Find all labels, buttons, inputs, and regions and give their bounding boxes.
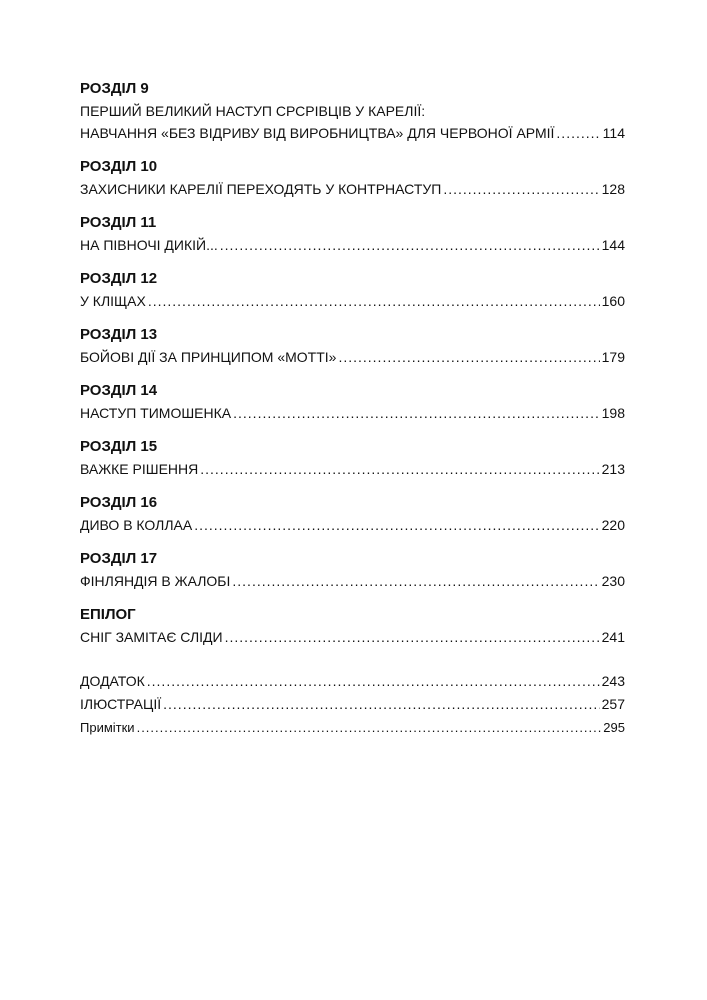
dot-leader xyxy=(148,290,600,312)
toc-section-chapter-13 xyxy=(80,324,625,368)
chapter-title-line: ПЕРШИЙ ВЕЛИКИЙ НАСТУП СРСРІВЦІВ У КАРЕЛІЇ: xyxy=(80,103,426,119)
toc-entry[interactable] xyxy=(80,122,625,144)
dot-leader xyxy=(233,402,600,424)
toc-section-chapter-16 xyxy=(80,492,625,536)
page-number: 114 xyxy=(602,125,625,141)
toc-entry[interactable] xyxy=(80,570,625,592)
toc-entry[interactable] xyxy=(80,290,625,312)
toc-entry-appendix[interactable] xyxy=(80,670,625,693)
chapter-title: У КЛІЩАХ xyxy=(80,293,146,309)
page-number: 257 xyxy=(601,696,625,712)
toc-entry[interactable] xyxy=(80,234,625,256)
page-number: 144 xyxy=(601,237,625,253)
dot-leader xyxy=(232,570,599,592)
toc-entry[interactable] xyxy=(80,626,625,648)
toc-section-chapter-11 xyxy=(80,212,625,256)
chapter-heading: РОЗДІЛ 9 xyxy=(80,80,149,97)
page-number: 213 xyxy=(601,461,625,477)
toc-entry[interactable] xyxy=(80,346,625,368)
dot-leader xyxy=(556,122,600,144)
toc-section-epilogue xyxy=(80,604,625,648)
dot-leader xyxy=(338,346,599,368)
chapter-heading: ЕПІЛОГ xyxy=(80,606,136,623)
chapter-title: НАВЧАННЯ «БЕЗ ВІДРИВУ ВІД ВИРОБНИЦТВА» ДЛЯ ЧЕРВОНОЇ АРМІЇ xyxy=(80,125,555,141)
page-number: 220 xyxy=(601,517,625,533)
page-number: 295 xyxy=(603,720,625,735)
toc-section-chapter-9 xyxy=(80,78,625,144)
dot-leader xyxy=(147,670,600,693)
toc-appendix-group xyxy=(80,670,625,739)
page-number: 128 xyxy=(601,181,625,197)
toc-section-chapter-12 xyxy=(80,268,625,312)
toc-entry-notes[interactable] xyxy=(80,716,625,739)
chapter-title: ВАЖКЕ РІШЕННЯ xyxy=(80,461,199,477)
chapter-heading: РОЗДІЛ 13 xyxy=(80,326,158,343)
dot-leader xyxy=(225,626,600,648)
chapter-title: БОЙОВІ ДІЇ ЗА ПРИНЦИПОМ «МОТТІ» xyxy=(80,349,337,365)
chapter-heading: РОЗДІЛ 11 xyxy=(80,214,157,231)
dot-leader xyxy=(163,693,600,716)
chapter-title: НАСТУП ТИМОШЕНКА xyxy=(80,405,232,421)
chapter-heading: РОЗДІЛ 10 xyxy=(80,158,158,175)
toc-entry-illustrations[interactable] xyxy=(80,693,625,716)
chapter-title: НА ПІВНОЧІ ДИКІЙ... xyxy=(80,237,218,253)
chapter-heading: РОЗДІЛ 14 xyxy=(80,382,158,399)
dot-leader xyxy=(137,716,602,739)
page-number: 243 xyxy=(601,673,625,689)
toc-entry[interactable] xyxy=(80,178,625,200)
chapter-title: ФІНЛЯНДІЯ В ЖАЛОБІ xyxy=(80,573,231,589)
illustrations-title: ІЛЮСТРАЦІЇ xyxy=(80,696,162,712)
toc-section-chapter-10 xyxy=(80,156,625,200)
page-number: 179 xyxy=(601,349,625,365)
toc-section-chapter-14 xyxy=(80,380,625,424)
chapter-title: СНІГ ЗАМІТАЄ СЛІДИ xyxy=(80,629,223,645)
chapter-heading: РОЗДІЛ 12 xyxy=(80,270,158,287)
page-number: 230 xyxy=(601,573,625,589)
dot-leader xyxy=(194,514,599,536)
page-number: 160 xyxy=(601,293,625,309)
table-of-contents xyxy=(80,78,625,739)
dot-leader xyxy=(443,178,599,200)
appendix-title: ДОДАТОК xyxy=(80,673,145,689)
toc-entry[interactable] xyxy=(80,402,625,424)
dot-leader xyxy=(200,458,599,480)
page-number: 198 xyxy=(601,405,625,421)
chapter-title: ЗАХИСНИКИ КАРЕЛІЇ ПЕРЕХОДЯТЬ У КОНТРНАСТУП xyxy=(80,181,442,197)
toc-section-chapter-17 xyxy=(80,548,625,592)
page-number: 241 xyxy=(601,629,625,645)
chapter-heading: РОЗДІЛ 15 xyxy=(80,438,158,455)
notes-title: Примітки xyxy=(80,720,135,735)
chapter-heading: РОЗДІЛ 17 xyxy=(80,550,158,567)
toc-entry[interactable] xyxy=(80,458,625,480)
chapter-title: ДИВО В КОЛЛАА xyxy=(80,517,193,533)
dot-leader xyxy=(220,234,600,256)
toc-section-chapter-15 xyxy=(80,436,625,480)
chapter-heading: РОЗДІЛ 16 xyxy=(80,494,158,511)
toc-entry[interactable] xyxy=(80,514,625,536)
